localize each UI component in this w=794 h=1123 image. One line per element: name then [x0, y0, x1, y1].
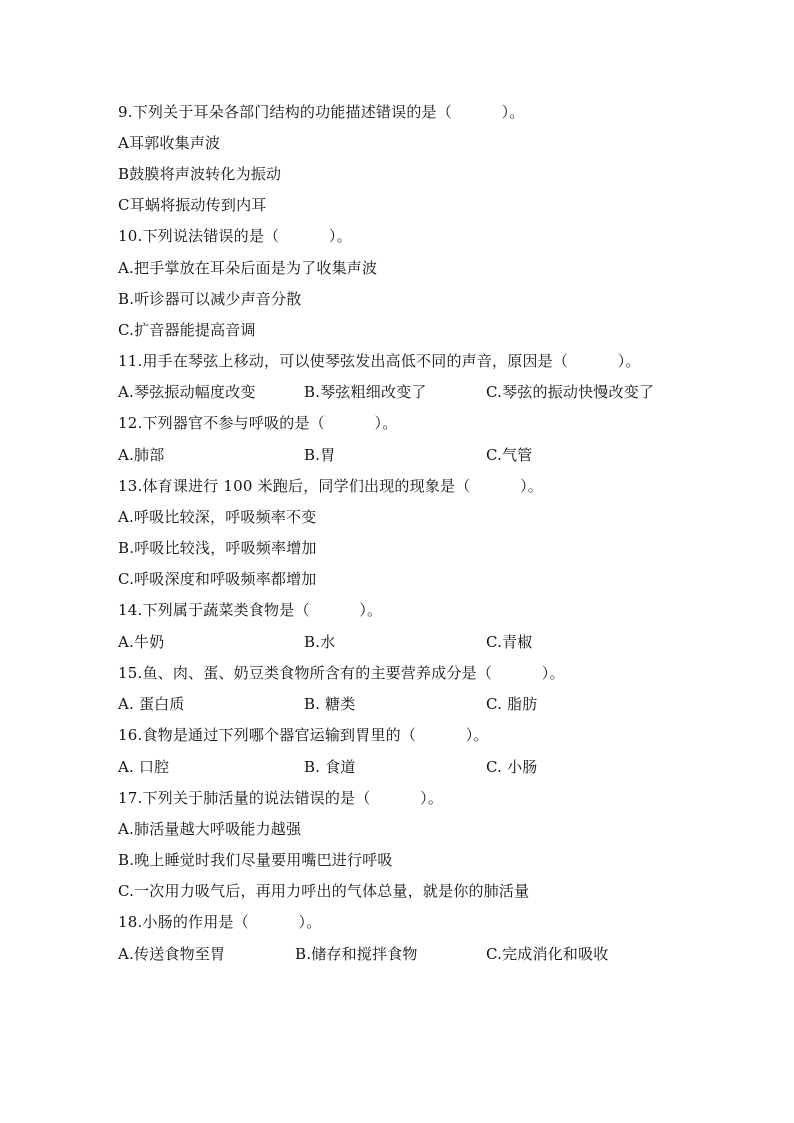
question-12-option-b: B.胃: [304, 446, 336, 464]
question-9-stem: 9.下列关于耳朵各部门结构的功能描述错误的是（ ）。: [118, 103, 525, 121]
question-15-option-b: B. 糖类: [304, 695, 356, 713]
question-18-option-a: A.传送食物至胃: [118, 945, 226, 963]
question-15-stem: 15.鱼、肉、蛋、奶豆类食物所含有的主要营养成分是（ ）。: [118, 664, 565, 682]
question-13-option-c: C.呼吸深度和呼吸频率都增加: [118, 570, 317, 588]
question-17-option-b: B.晚上睡觉时我们尽量要用嘴巴进行呼吸: [118, 851, 393, 869]
question-12-option-a: A.肺部: [118, 446, 165, 464]
question-9-option-b: B鼓膜将声波转化为振动: [118, 165, 282, 183]
question-18-stem: 18.小肠的作用是（ ）。: [118, 913, 322, 931]
question-11-option-b: B.琴弦粗细改变了: [304, 383, 427, 401]
question-16-option-c: C. 小肠: [486, 758, 538, 776]
question-15-option-a: A. 蛋白质: [118, 695, 185, 713]
question-11-option-a: A.琴弦振动幅度改变: [118, 383, 256, 401]
question-12-stem: 12.下列器官不参与呼吸的是（ ）。: [118, 414, 398, 432]
question-15-option-c: C. 脂肪: [486, 695, 538, 713]
question-14-option-c: C.青椒: [486, 633, 533, 651]
question-18-option-b: B.储存和搅拌食物: [295, 945, 418, 963]
question-18-option-c: C.完成消化和吸收: [486, 945, 609, 963]
question-11-option-c: C.琴弦的振动快慢改变了: [486, 383, 655, 401]
question-14-option-b: B.水: [304, 633, 336, 651]
question-13-option-b: B.呼吸比较浅，呼吸频率增加: [118, 539, 317, 557]
question-13-stem: 13.体育课进行 100 米跑后，同学们出现的现象是（ ）。: [118, 477, 544, 495]
question-17-stem: 17.下列关于肺活量的说法错误的是（ ）。: [118, 789, 444, 807]
question-10-option-c: C.扩音器能提高音调: [118, 321, 256, 339]
question-12-option-c: C.气管: [486, 446, 533, 464]
question-16-option-a: A. 口腔: [118, 758, 170, 776]
question-10-option-a: A.把手掌放在耳朵后面是为了收集声波: [118, 259, 378, 277]
question-14-stem: 14.下列属于蔬菜类食物是（ ）。: [118, 601, 383, 619]
question-11-stem: 11.用手在琴弦上移动，可以使琴弦发出高低不同的声音，原因是（ ）。: [118, 352, 641, 370]
question-14-option-a: A.牛奶: [118, 633, 165, 651]
question-16-option-b: B. 食道: [304, 758, 356, 776]
question-17-option-c: C.一次用力吸气后，再用力呼出的气体总量，就是你的肺活量: [118, 882, 530, 900]
question-13-option-a: A.呼吸比较深，呼吸频率不变: [118, 508, 317, 526]
question-17-option-a: A.肺活量越大呼吸能力越强: [118, 820, 302, 838]
question-16-stem: 16.食物是通过下列哪个器官运输到胃里的（ ）。: [118, 726, 489, 744]
question-10-option-b: B.听诊器可以减少声音分散: [118, 290, 302, 308]
question-9-option-c: C耳蜗将振动传到内耳: [118, 196, 267, 214]
question-9-option-a: A耳郭收集声波: [118, 134, 221, 152]
question-10-stem: 10.下列说法错误的是（ ）。: [118, 227, 352, 245]
